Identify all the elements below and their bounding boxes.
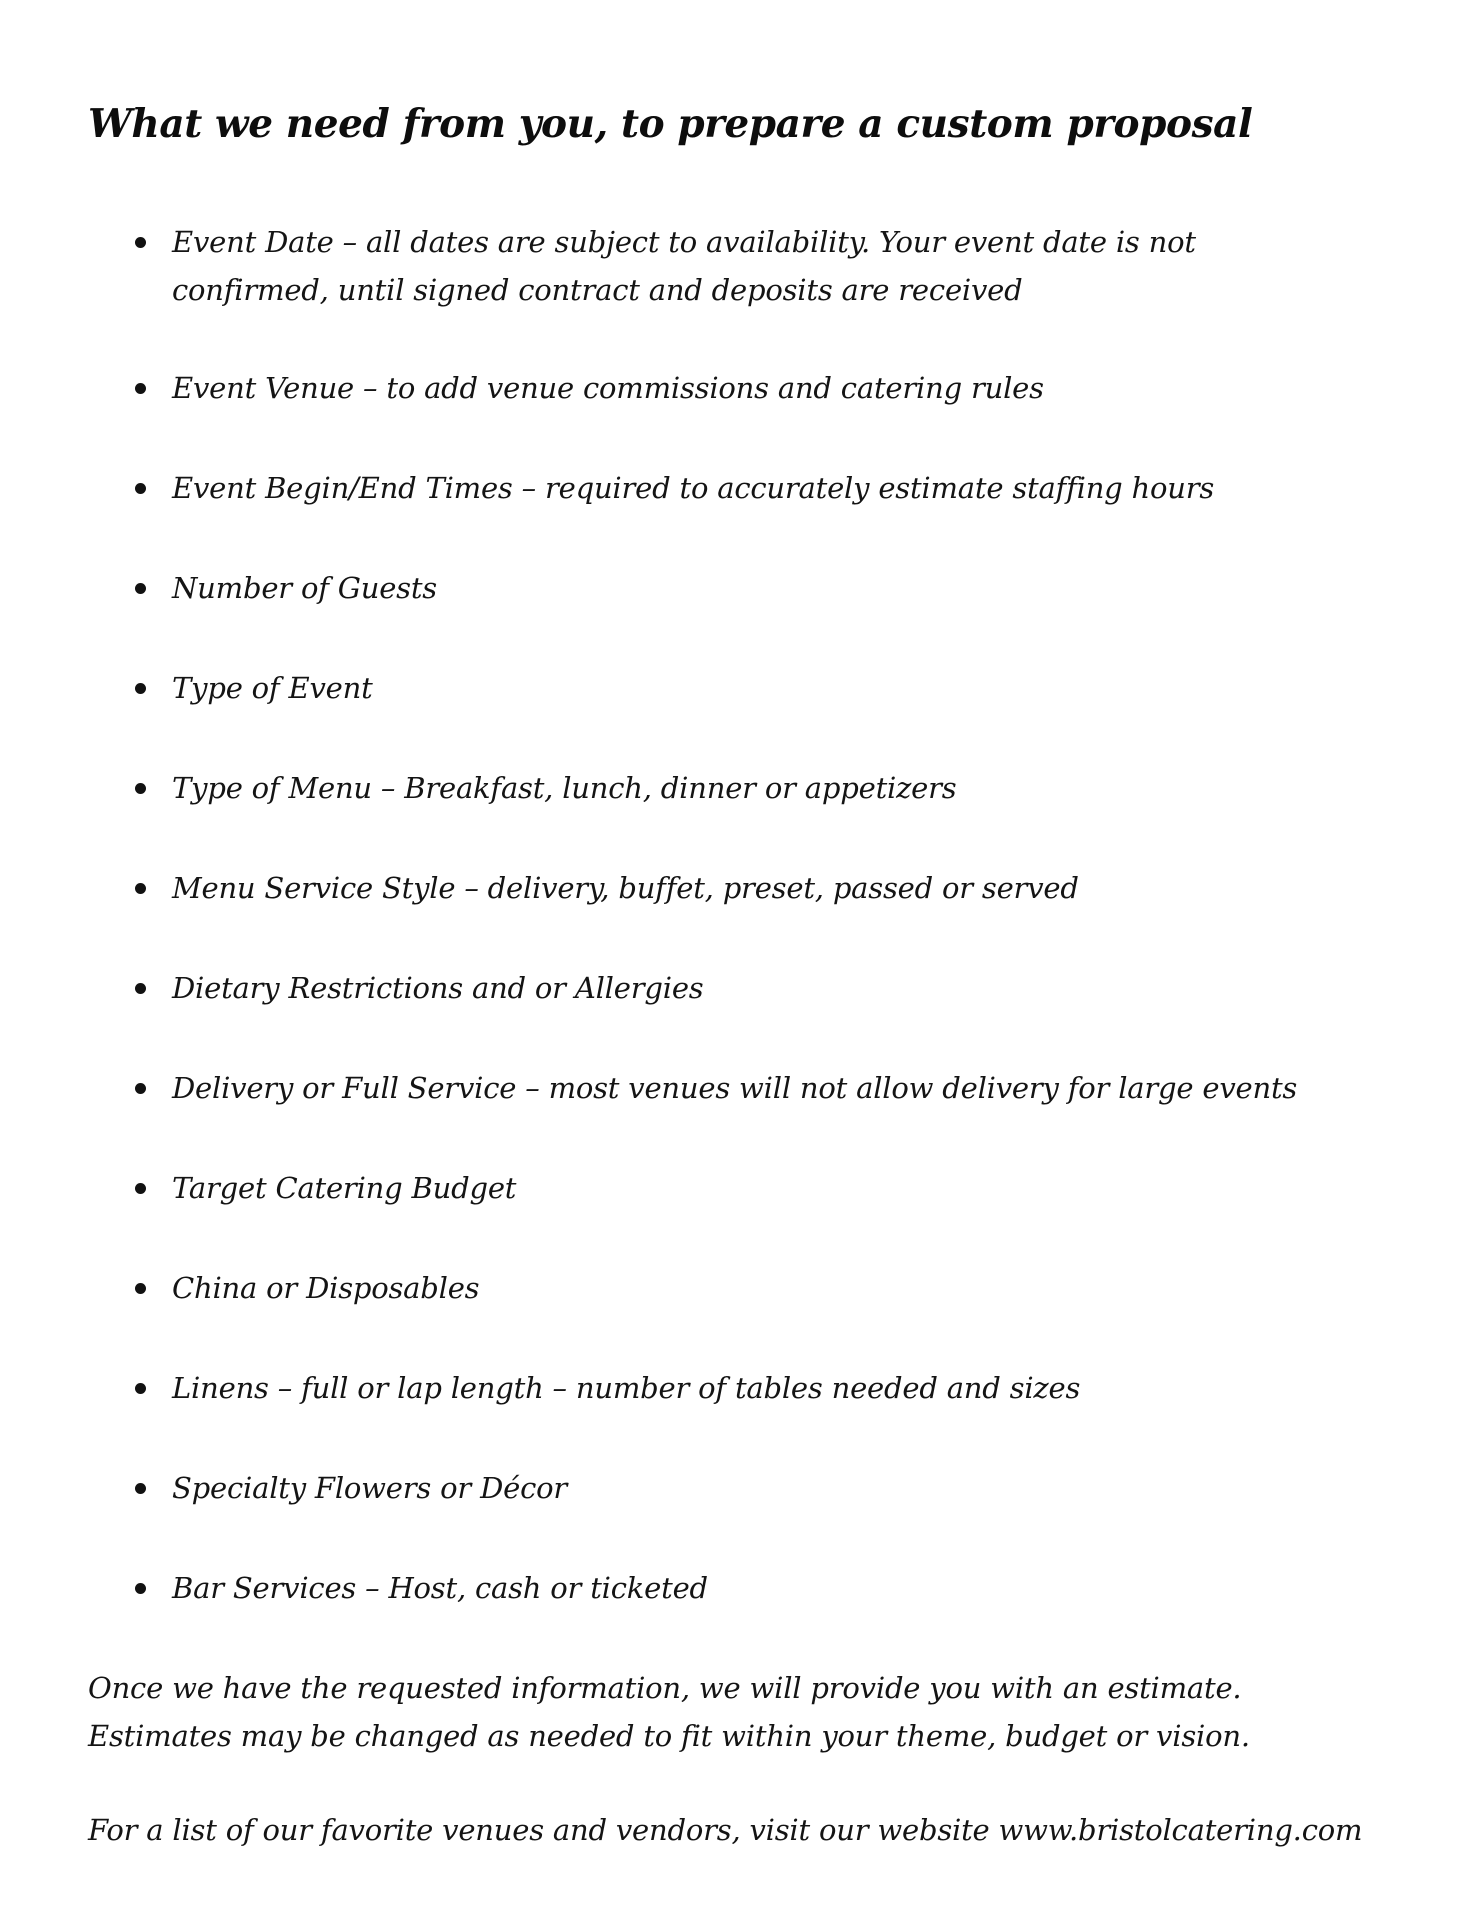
list-item: [172, 564, 1352, 612]
list-item-text: Type of Menu – Breakfast, lunch, dinner or appetizers: [172, 771, 957, 805]
bullet-icon: [135, 1283, 146, 1294]
list-item-text: China or Disposables: [172, 1271, 480, 1305]
list-item: [172, 1364, 1352, 1412]
list-item: [172, 464, 1352, 512]
bullet-icon: [135, 883, 146, 894]
list-item-text: Event Venue – to add venue commissions and catering rules: [172, 371, 1044, 405]
list-item-text: Event Begin/End Times – required to accurately estimate staffing hours: [172, 471, 1215, 505]
list-item-text: Event Date – all dates are subject to availability. Your event date is not confirmed, until signed contract and deposits are received: [172, 225, 1196, 307]
list-item: [172, 1164, 1352, 1212]
bullet-icon: [135, 1583, 146, 1594]
list-item-text: Menu Service Style – delivery, buffet, preset, passed or served: [172, 871, 1079, 905]
bullet-icon: [135, 683, 146, 694]
list-item-text: Dietary Restrictions and or Allergies: [172, 971, 704, 1005]
list-item: [172, 664, 1352, 712]
list-item-text: Type of Event: [172, 671, 373, 705]
bullet-icon: [135, 583, 146, 594]
bullet-icon: [135, 1383, 146, 1394]
list-item-text: Number of Guests: [172, 571, 437, 605]
bullet-icon: [135, 483, 146, 494]
bullet-icon: [135, 1083, 146, 1094]
list-item: [172, 218, 1352, 314]
bullet-icon: [135, 983, 146, 994]
list-item: [172, 864, 1352, 912]
list-item-text: Bar Services – Host, cash or ticketed: [172, 1571, 708, 1605]
list-item-text: Target Catering Budget: [172, 1171, 517, 1205]
list-item: [172, 364, 1352, 412]
list-item: [172, 1464, 1352, 1512]
bullet-icon: [135, 1183, 146, 1194]
bullet-icon: [135, 783, 146, 794]
bullet-icon: [135, 1483, 146, 1494]
bullet-icon: [135, 383, 146, 394]
footer-note: For a list of our favorite venues and vendors, visit our website www.bristolcatering.com: [88, 1813, 1363, 1847]
list-item-text: Linens – full or lap length – number of tables needed and sizes: [172, 1371, 1081, 1405]
list-item: [172, 1064, 1352, 1112]
list-item: [172, 964, 1352, 1012]
list-item: [172, 1564, 1352, 1612]
closing-paragraph: Once we have the requested information, we will provide you with an estimate. Estimates may be changed as needed to fit within your theme, budget or vision.: [88, 1671, 1250, 1753]
list-item-text: Delivery or Full Service – most venues will not allow delivery for large events: [172, 1071, 1298, 1105]
page-title: What we need from you, to prepare a custom proposal: [88, 101, 1253, 147]
bullet-icon: [135, 237, 146, 248]
list-item-text: Specialty Flowers or Décor: [172, 1471, 568, 1505]
list-item: [172, 1264, 1352, 1312]
list-item: [172, 764, 1352, 812]
